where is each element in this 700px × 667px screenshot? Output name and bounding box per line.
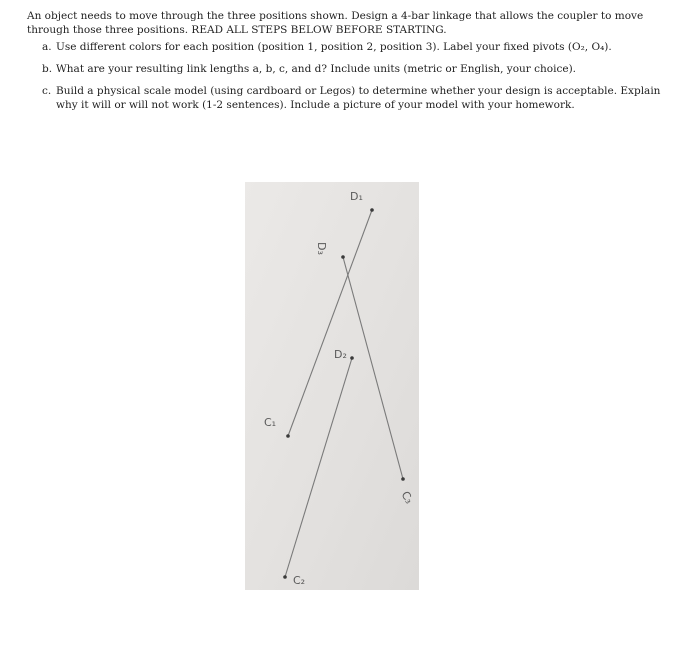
point-c1: [286, 434, 290, 438]
item-text: What are your resulting link lengths a, b, c, and d? Include units (metric or English, your choice).: [56, 63, 577, 75]
label-d1: D₁: [350, 190, 363, 203]
label-d3: D₃: [315, 242, 328, 255]
instruction-item-b: [42, 62, 672, 76]
point-d2: [350, 356, 354, 360]
point-c2: [283, 575, 287, 579]
label-c3: C₃: [398, 489, 416, 506]
item-text: Use different colors for each position (position 1, position 2, position 3). Label your fixed pivots (O₂, O₄).: [56, 41, 612, 53]
label-d2: D₂: [334, 348, 347, 361]
item-marker: a.: [42, 41, 52, 53]
positions-photo: [245, 182, 419, 590]
instruction-list: [42, 40, 672, 120]
problem-intro: An object needs to move through the three positions shown. Design a 4-bar linkage that allows the coupler to move through those three positions. READ ALL STEPS BELOW BEFORE STARTING.: [27, 10, 644, 36]
item-marker: c.: [42, 85, 52, 97]
item-text: Build a physical scale model (using cardboard or Legos) to determine whether your design is acceptable. Explain why it will or will not work (1-2 sentences). Include a picture of your model with your homework.: [56, 85, 661, 111]
point-d3: [341, 255, 345, 259]
positions-sketch: [245, 182, 419, 590]
label-c2: C₂: [293, 574, 306, 587]
instruction-item-c: [42, 84, 672, 112]
item-marker: b.: [42, 63, 53, 75]
point-d1: [370, 208, 374, 212]
label-c1: C₁: [264, 416, 277, 429]
instruction-item-a: [42, 40, 672, 54]
paper-background: [245, 182, 419, 590]
point-c3: [401, 477, 405, 481]
